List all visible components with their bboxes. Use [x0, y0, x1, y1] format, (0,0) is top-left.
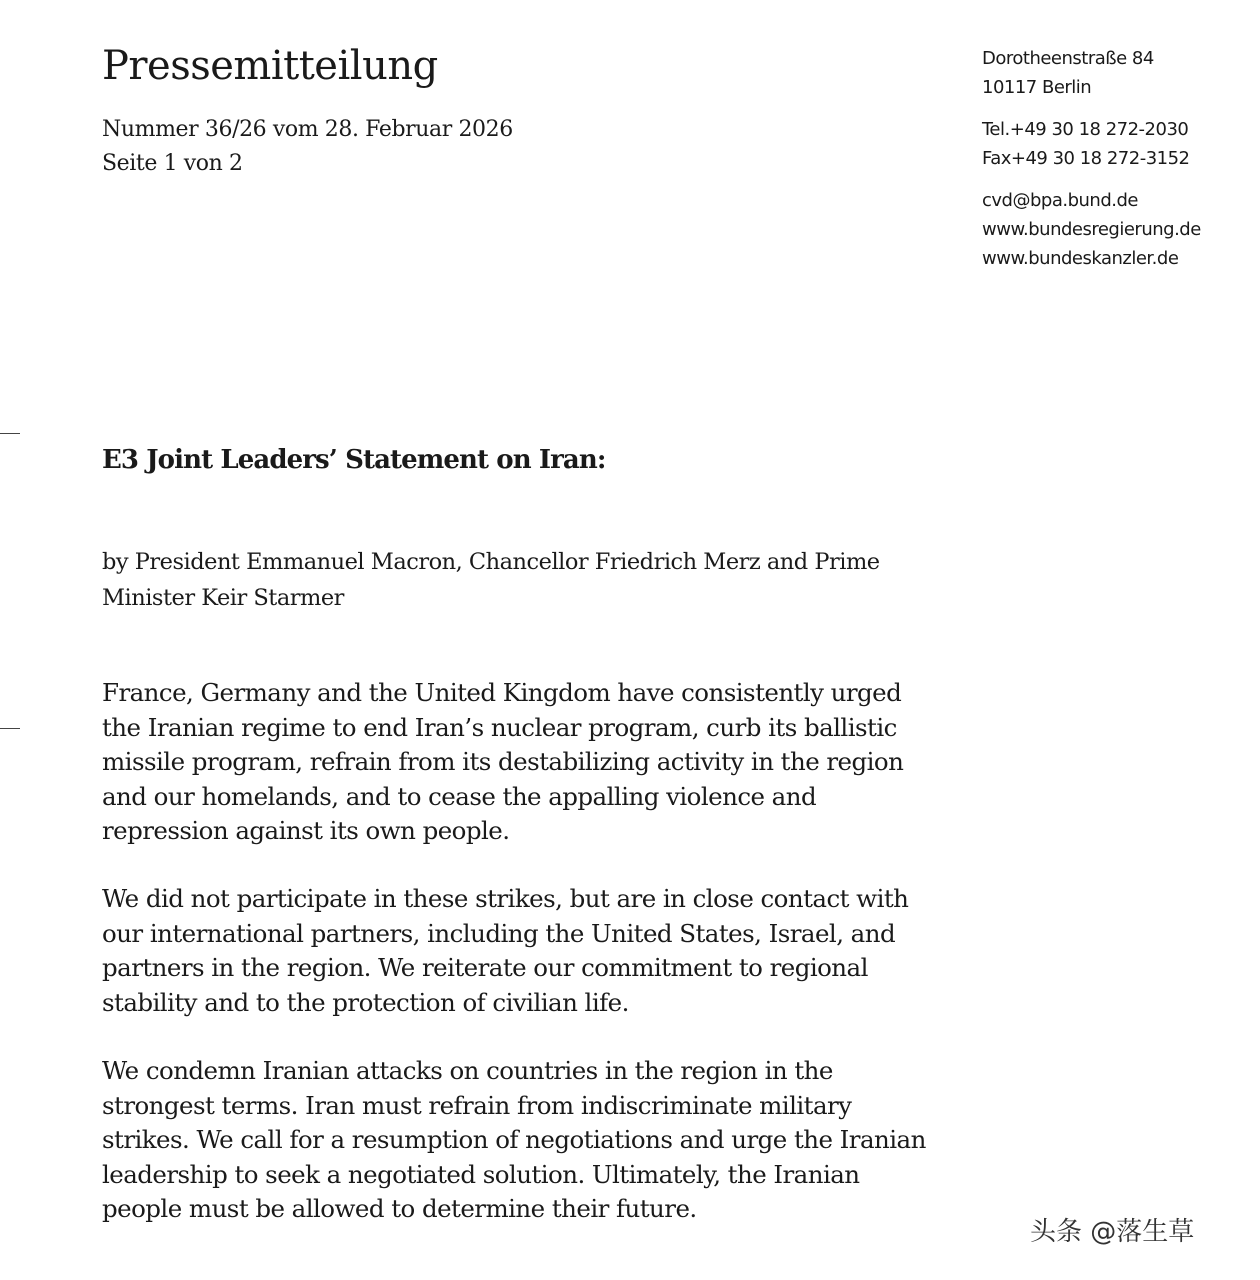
phone-label: Tel. — [982, 119, 1010, 140]
contact-block — [982, 44, 1201, 273]
page-indicator: Seite 1 von 2 — [102, 151, 243, 176]
paragraph-line: We condemn Iranian attacks on countries in the region in the — [102, 1056, 833, 1085]
statement-paragraph-3 — [102, 1054, 962, 1227]
paragraph-line: France, Germany and the United Kingdom have consistently urged — [102, 678, 902, 707]
fold-mark-top — [0, 433, 20, 434]
paragraph-line: repression against its own people. — [102, 816, 510, 845]
phone-fax — [982, 115, 1201, 173]
paragraph-line: strongest terms. Iran must refrain from indiscriminate military — [102, 1090, 852, 1120]
statement-paragraph-1 — [102, 676, 962, 849]
paragraph-line: and our homelands, and to cease the appalling violence and — [102, 781, 817, 811]
paragraph-line: missile program, refrain from its destabilizing activity in the region — [102, 747, 904, 776]
address-street: Dorotheenstraße 84 — [982, 48, 1154, 69]
website-bundesregierung: www.bundesregierung.de — [982, 219, 1201, 240]
fax-number: +49 30 18 272-3152 — [1010, 148, 1190, 169]
document-title: Pressemitteilung — [102, 43, 438, 89]
statement-heading: E3 Joint Leaders’ Statement on Iran: — [102, 445, 606, 475]
watermark: 头条 @落生草 — [1030, 1217, 1195, 1247]
fax-row — [982, 144, 1201, 173]
paragraph-line: stability and to the protection of civilian life. — [102, 987, 629, 1017]
online-contact — [982, 186, 1201, 273]
website-bundeskanzler: www.bundeskanzler.de — [982, 248, 1179, 269]
phone-row — [982, 115, 1201, 144]
paragraph-line: partners in the region. We reiterate our commitment to regional — [102, 953, 868, 982]
paragraph-line: leadership to seek a negotiated solution. Ultimately, the Iranian — [102, 1159, 860, 1189]
address — [982, 44, 1201, 102]
document-meta — [102, 113, 513, 181]
paragraph-line: We did not participate in these strikes, but are in close contact with — [102, 884, 909, 913]
paragraph-line: our international partners, including the United States, Israel, and — [102, 918, 896, 948]
email-address: cvd@bpa.bund.de — [982, 190, 1138, 211]
press-release-number: Nummer 36/26 vom 28. Februar 2026 — [102, 117, 513, 142]
statement-paragraph-2 — [102, 882, 962, 1020]
paragraph-line: strikes. We call for a resumption of negotiations and urge the Iranian — [102, 1125, 926, 1154]
address-city: 10117 Berlin — [982, 77, 1092, 98]
statement-byline: by President Emmanuel Macron, Chancellor Friedrich Merz and Prime Minister Keir Starmer — [102, 549, 880, 611]
fax-label: Fax — [982, 148, 1011, 169]
fold-mark-middle — [0, 728, 20, 729]
paragraph-line: people must be allowed to determine their future. — [102, 1194, 697, 1223]
phone-number: +49 30 18 272-2030 — [1009, 119, 1189, 140]
paragraph-line: the Iranian regime to end Iran’s nuclear program, curb its ballistic — [102, 712, 897, 742]
